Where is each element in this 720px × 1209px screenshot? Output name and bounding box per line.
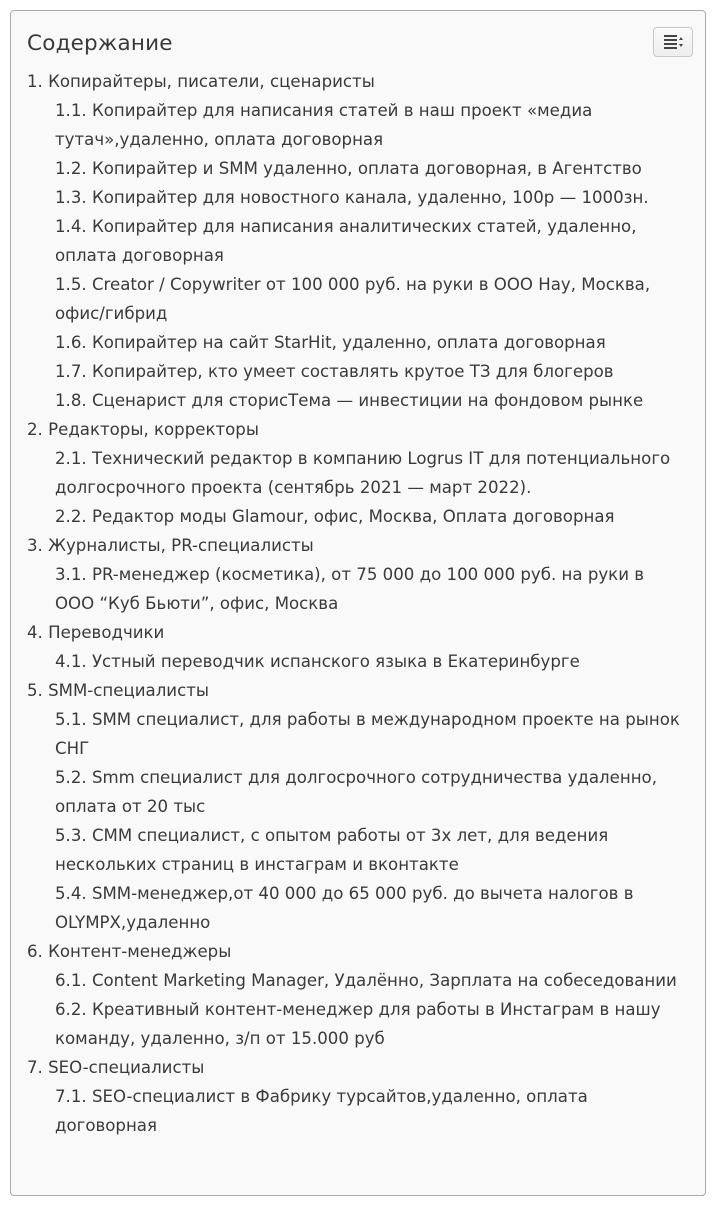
toc-section-link[interactable]: 1. Копирайтеры, писатели, сценаристы: [27, 72, 375, 91]
toc-subitem: [55, 502, 693, 531]
toc-subitem-link[interactable]: 2.1. Технический редактор в компанию Logrus IT для потенциального долгосрочного проекта (сентябрь 2021 — март 2022).: [55, 449, 671, 497]
toc-subitem-link[interactable]: 2.2. Редактор моды Glamour, офис, Москва, Оплата договорная: [55, 507, 615, 526]
toc-subitem-link[interactable]: 1.4. Копирайтер для написания аналитических статей, удаленно, оплата договорная: [55, 217, 637, 265]
toc-sublist: [27, 96, 693, 415]
toc-subitem: [55, 763, 693, 821]
toc-list: [27, 67, 693, 1140]
toc-subitem-link[interactable]: 7.1. SEO-специалист в Фабрику турсайтов,удаленно, оплата договорная: [55, 1087, 588, 1135]
toc-toggle-button[interactable]: [653, 27, 693, 57]
toc-section-link[interactable]: 5. SMM-специалисты: [27, 681, 209, 700]
toc-section: [27, 937, 693, 1053]
toc-subitem: [55, 647, 693, 676]
toc-subitem-link[interactable]: 1.7. Копирайтер, кто умеет составлять крутое ТЗ для блогеров: [55, 362, 614, 381]
toc-section: [27, 1053, 693, 1140]
toc-subitem: [55, 1082, 693, 1140]
toc-subitem: [55, 821, 693, 879]
toc-sublist: [27, 647, 693, 676]
toc-subitem: [55, 328, 693, 357]
toc-subitem: [55, 154, 693, 183]
toc-section: [27, 415, 693, 531]
toc-section: [27, 676, 693, 937]
toc-subitem-link[interactable]: 1.5. Creator / Copywriter от 100 000 руб. на руки в ООО Нау, Москва, офис/гибрид: [55, 275, 651, 323]
toc-subitem: [55, 183, 693, 212]
table-of-contents: [10, 10, 706, 1196]
toc-subitem: [55, 879, 693, 937]
toc-subitem-link[interactable]: 5.1. SMM специалист, для работы в международном проекте на рынок СНГ: [55, 710, 680, 758]
toc-subitem: [55, 386, 693, 415]
toc-subitem: [55, 357, 693, 386]
toc-subitem-link[interactable]: 1.1. Копирайтер для написания статей в наш проект «медиа тутач»,удаленно, оплата договорная: [55, 101, 593, 149]
toc-subitem-link[interactable]: 5.4. SMM-менеджер,от 40 000 до 65 000 руб. до вычета налогов в OLYMPX,удаленно: [55, 884, 634, 932]
toc-subitem-link[interactable]: 1.6. Копирайтер на сайт StarHit, удаленно, оплата договорная: [55, 333, 606, 352]
toc-section: [27, 618, 693, 676]
toc-subitem-link[interactable]: 5.2. Smm специалист для долгосрочного сотрудничества удаленно, оплата от 20 тыс: [55, 768, 657, 816]
toc-subitem-link[interactable]: 1.3. Копирайтер для новостного канала, удаленно, 100р — 1000зн.: [55, 188, 649, 207]
toc-title: Содержание: [27, 31, 173, 56]
toc-subitem: [55, 212, 693, 270]
toc-subitem: [55, 995, 693, 1053]
toc-header: [27, 27, 693, 67]
toc-subitem-link[interactable]: 6.1. Content Marketing Manager, Удалённо, Зарплата на собеседовании: [55, 971, 677, 990]
list-toggle-icon: [664, 35, 684, 49]
toc-subitem-link[interactable]: 1.2. Копирайтер и SMM удаленно, оплата договорная, в Агентство: [55, 159, 642, 178]
toc-subitem: [55, 560, 693, 618]
toc-section-link[interactable]: 4. Переводчики: [27, 623, 165, 642]
toc-section-link[interactable]: 3. Журналисты, PR-специалисты: [27, 536, 314, 555]
toc-sublist: [27, 444, 693, 531]
toc-subitem: [55, 444, 693, 502]
toc-section-link[interactable]: 2. Редакторы, корректоры: [27, 420, 259, 439]
toc-subitem-link[interactable]: 3.1. PR-менеджер (косметика), от 75 000 до 100 000 руб. на руки в ООО “Куб Бьюти”, офис, Москва: [55, 565, 645, 613]
toc-section-link[interactable]: 7. SEO-специалисты: [27, 1058, 205, 1077]
toc-subitem: [55, 96, 693, 154]
toc-section: [27, 67, 693, 415]
toc-subitem: [55, 966, 693, 995]
toc-subitem-link[interactable]: 5.3. СММ специалист, с опытом работы от 3х лет, для ведения нескольких страниц в инстаграм и вконтакте: [55, 826, 609, 874]
toc-subitem-link[interactable]: 1.8. Сценарист для сторисТема — инвестиции на фондовом рынке: [55, 391, 644, 410]
toc-subitem: [55, 270, 693, 328]
toc-subitem-link[interactable]: 4.1. Устный переводчик испанского языка в Екатеринбурге: [55, 652, 580, 671]
toc-sublist: [27, 560, 693, 618]
toc-sublist: [27, 966, 693, 1053]
toc-subitem-link[interactable]: 6.2. Креативный контент-менеджер для работы в Инстаграм в нашу команду, удаленно, з/п от 15.000 руб: [55, 1000, 661, 1048]
toc-sublist: [27, 705, 693, 937]
toc-sublist: [27, 1082, 693, 1140]
toc-section-link[interactable]: 6. Контент-менеджеры: [27, 942, 232, 961]
toc-subitem: [55, 705, 693, 763]
toc-section: [27, 531, 693, 618]
